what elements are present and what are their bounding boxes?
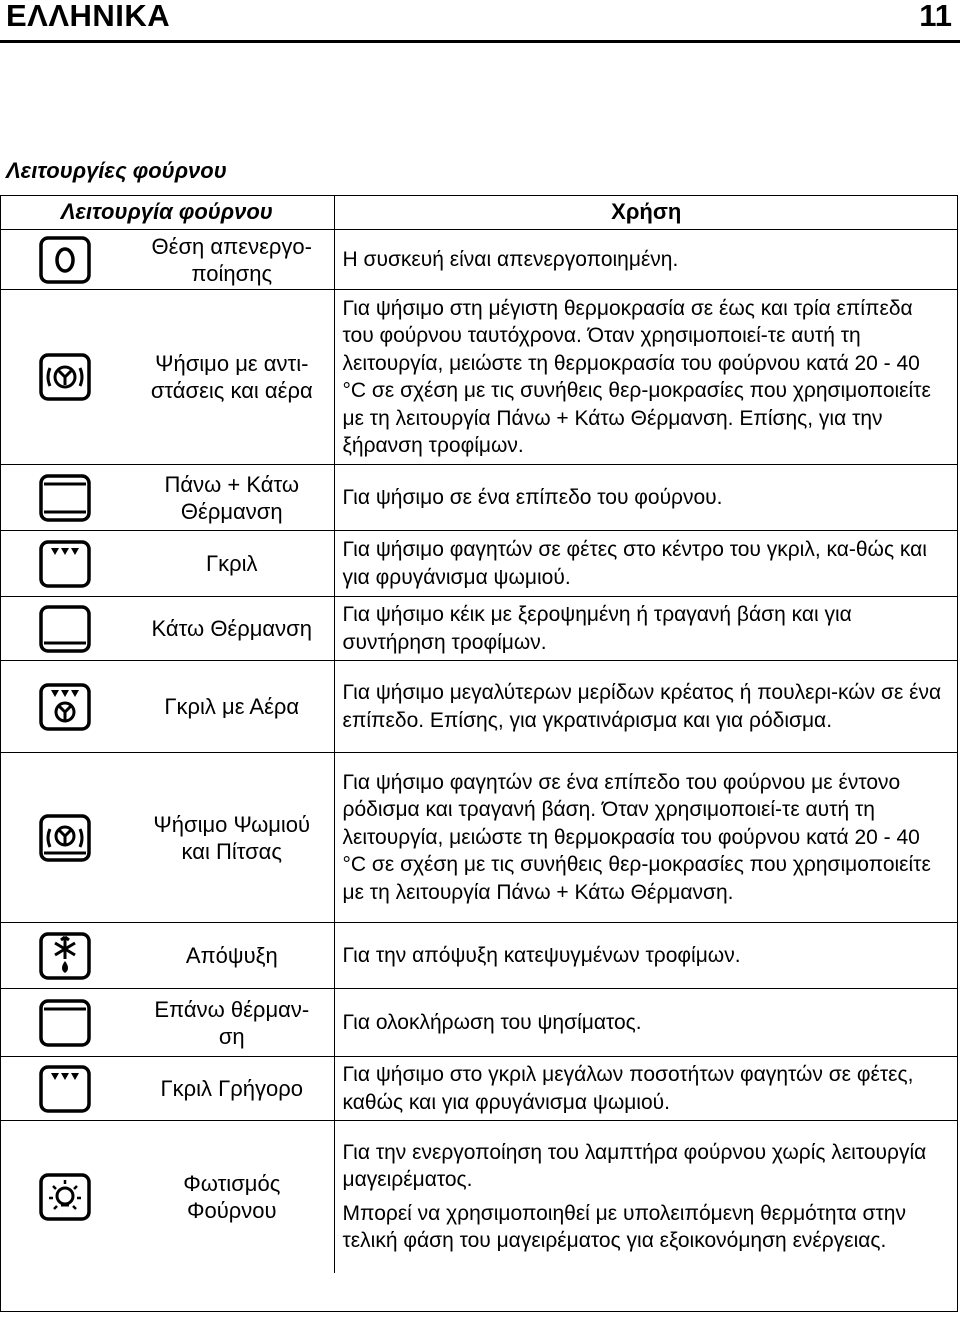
function-usage: Για ψήσιμο κέικ με ξεροψημένη ή τραγανή βάση και για συντήρηση τροφίμων. <box>334 597 958 661</box>
function-icon-cell <box>0 597 130 661</box>
function-usage: Για ψήσιμο σε ένα επίπεδο του φούρνου. <box>334 465 958 531</box>
function-name: Ψήσιμο με αντι- στάσεις και αέρα <box>130 290 334 465</box>
function-usage: Για ψήσιμο φαγητών σε ένα επίπεδο του φούρνου με έντονο ρόδισμα και τραγανή βάση. Όταν χρησιμοποιεί-τε αυτή τη λειτουργία, μειώστε τη θερμοκρασία του φούρνου κατά 20 - 40 °C σε σχέση με τις συνήθεις θερ-μοκρασίες που χρησιμοποιείτε με τη λειτουργία Πάνω + Κάτω Θέρμανση. <box>334 753 958 923</box>
fast-grill-icon <box>38 1064 92 1114</box>
function-name: Επάνω θέρμαν- ση <box>130 989 334 1057</box>
table-row <box>0 1121 958 1273</box>
function-icon-cell <box>0 1057 130 1121</box>
function-name: Κάτω Θέρμανση <box>130 597 334 661</box>
fan-heating-icon <box>38 352 92 402</box>
function-usage-extra: Μπορεί να χρησιμοποιηθεί με υπολειπόμενη θερμότητα στην τελική φάση του μαγειρέματος για εξοικονόμηση ενέργειας. <box>342 1201 906 1253</box>
grill-fan-icon <box>38 682 92 732</box>
grill-icon <box>38 539 92 589</box>
function-usage: Για ψήσιμο φαγητών σε φέτες στο κέντρο του γκριλ, κα-θώς και για φρυγάνισμα ψωμιού. <box>334 531 958 597</box>
table-row <box>0 923 958 989</box>
function-name: Γκριλ με Αέρα <box>130 661 334 753</box>
bottom-heat-icon <box>38 604 92 654</box>
function-icon-cell <box>0 290 130 465</box>
table-row <box>0 753 958 923</box>
section-title: Λειτουργίες φούρνου <box>6 158 227 183</box>
column-header-function: Λειτουργία φούρνου <box>0 195 334 230</box>
table-row <box>0 290 958 465</box>
defrost-icon <box>38 931 92 981</box>
function-name: Θέση απενεργο- ποίησης <box>130 230 334 290</box>
off-zero-icon <box>38 235 92 285</box>
function-name: Γκριλ Γρήγορο <box>130 1057 334 1121</box>
table-row <box>0 1057 958 1121</box>
header-rule <box>0 40 960 43</box>
function-name: Πάνω + Κάτω Θέρμανση <box>130 465 334 531</box>
function-icon-cell <box>0 923 130 989</box>
page-number: 11 <box>919 0 952 33</box>
top-bottom-heat-icon <box>38 473 92 523</box>
function-name: Φωτισμός Φούρνου <box>130 1121 334 1273</box>
function-icon-cell <box>0 465 130 531</box>
top-heat-icon <box>38 998 92 1048</box>
column-header-usage: Χρήση <box>334 195 958 230</box>
table-row <box>0 661 958 753</box>
function-usage: Για την ενεργοποίηση του λαμπτήρα φούρνου χωρίς λειτουργία μαγειρέματος. <box>342 1140 927 1192</box>
function-name: Γκριλ <box>130 531 334 597</box>
oven-light-icon <box>38 1172 92 1222</box>
function-usage: Η συσκευή είναι απενεργοποιημένη. <box>334 230 958 290</box>
page-header <box>0 0 960 38</box>
function-icon-cell <box>0 989 130 1057</box>
function-name: Απόψυξη <box>130 923 334 989</box>
pizza-icon <box>38 813 92 863</box>
table-row <box>0 465 958 531</box>
function-usage: Για ολοκλήρωση του ψησίματος. <box>334 989 958 1057</box>
function-usage: Για την απόψυξη κατεψυγμένων τροφίμων. <box>334 923 958 989</box>
table-row <box>0 230 958 290</box>
table-row <box>0 989 958 1057</box>
function-usage: Για ψήσιμο στη μέγιστη θερμοκρασία σε έως και τρία επίπεδα του φούρνου ταυτόχρονα. Όταν χρησιμοποιεί-τε αυτή τη λειτουργία, μειώστε τη θερμοκρασία του φούρνου κατά 20 - 40 °C σε σχέση με τις συνήθεις θερ-μοκρασίες που χρησιμοποιείτε με τη λειτουργία Πάνω + Κάτω Θέρμανση. Επίσης, για την ξήρανση τροφίμων. <box>334 290 958 465</box>
function-usage-cell <box>334 1121 958 1273</box>
table-row <box>0 531 958 597</box>
function-icon-cell <box>0 230 130 290</box>
function-icon-cell <box>0 753 130 923</box>
function-usage: Για ψήσιμο μεγαλύτερων μερίδων κρέατος ή πουλερι-κών σε ένα επίπεδο. Επίσης, για γκρατινάρισμα και για ρόδισμα. <box>334 661 958 753</box>
function-name: Ψήσιμο Ψωμιού και Πίτσας <box>130 753 334 923</box>
function-usage: Για ψήσιμο στο γκριλ μεγάλων ποσοτήτων φαγητών σε φέτες, καθώς και για φρυγάνισμα ψωμιού. <box>334 1057 958 1121</box>
function-icon-cell <box>0 1121 130 1273</box>
function-icon-cell <box>0 531 130 597</box>
language-label: ΕΛΛΗΝΙΚΑ <box>6 0 171 33</box>
function-icon-cell <box>0 661 130 753</box>
table-row <box>0 597 958 661</box>
oven-functions-table <box>0 195 958 1273</box>
